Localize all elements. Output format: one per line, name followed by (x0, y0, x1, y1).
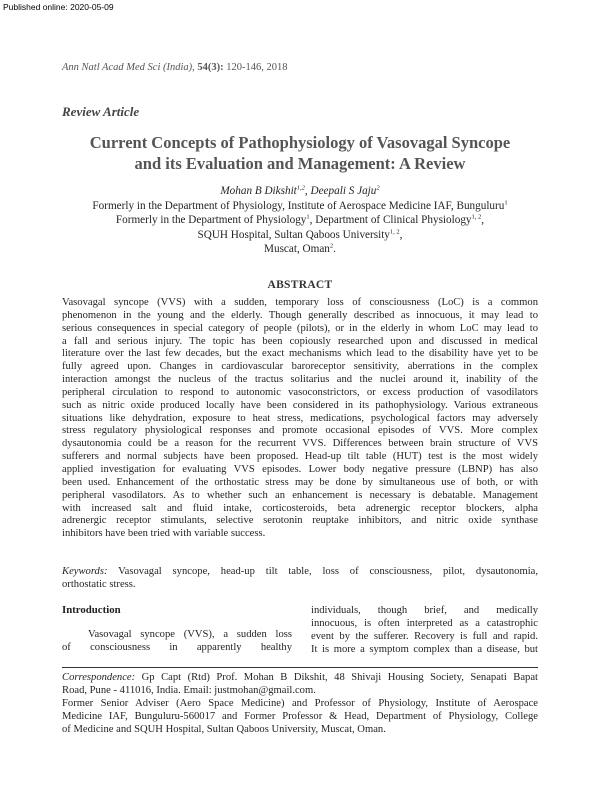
affiliation-line (40, 199, 560, 214)
abstract-line: stress regulatory physiological responses and promote occasional episodes of VVS. More complex (62, 425, 538, 437)
abstract-body (62, 297, 538, 541)
abstract-line: a fall and serious injury. The topic has been copiously researched upon and discussed in medical (62, 335, 538, 347)
intro-right-column (311, 604, 538, 656)
affiliation-marker: 1, 2 (471, 213, 482, 221)
footnote-line: of Medicine and SQUH Hospital, Sultan Qaboos University, Muscat, Oman. (62, 724, 386, 735)
abstract-line: fully agreed upon. Changes in cardiovascular baroreceptor sensitivity, aberrations in the complex (62, 361, 538, 373)
footnote-line: Former Senior Adviser (Aero Space Medicine) and Professor of Physiology, Institute of Aerospace (62, 698, 538, 709)
affiliation-line (40, 228, 560, 243)
keywords-line (62, 566, 538, 579)
abstract-line: applied investigation for evaluating VVS episodes. Lower body negative pressure (LBNP) has also (62, 463, 538, 475)
affiliation-marker: 2 (376, 184, 380, 192)
author-name: Deepali S Jaju (310, 185, 377, 197)
affiliation-line (40, 213, 560, 228)
affiliation-text: . (333, 243, 336, 255)
abstract-line: adrenergic receptor stimulants, selective serotonin reuptake inhibitors, and nitric oxide synthase (62, 515, 538, 527)
body-line: innocuous, is often interpreted as a catastrophic (311, 618, 538, 629)
affiliation-line (40, 242, 560, 257)
abstract-line: inhibitors have been tried with variable success. (62, 528, 266, 540)
abstract-heading: ABSTRACT (267, 279, 333, 291)
author-separator: , (304, 185, 311, 197)
title-line: and its Evaluation and Management: A Review (134, 154, 466, 173)
affiliation-marker: 1 (504, 198, 508, 206)
abstract-line: sufferers and normal subjects have been proposed. Head-up tilt table (HUT) test is the most widely (62, 451, 538, 463)
journal-name: Ann Natl Acad Med Sci (India), (62, 62, 195, 73)
affiliation-marker: 1,2 (296, 184, 305, 192)
abstract-line: such as nitric oxide produced locally have been considered in its pathophysiology. Various extraneous (62, 399, 538, 411)
affiliation-text: , Department of Clinical Physiology (309, 214, 472, 226)
affiliation-marker: 1 (306, 213, 310, 221)
author-name: Mohan B Dikshit (220, 185, 297, 197)
affiliation-text: SQUH Hospital, Sultan Qaboos University (197, 228, 390, 241)
body-line: Vasovagal syncope (VVS), a sudden loss (88, 629, 292, 640)
abstract-line: serious consequences in special category of people (pilots), or in the elderly in whom LoC may lead to (62, 322, 538, 334)
body-line: event by the sufferer. Recovery is full and rapid. (311, 631, 538, 642)
correspondence-footnote (62, 671, 538, 736)
keywords-text: Vasovagal syncope, head-up tilt table, loss of consciousness, pilot, dysautonomia, (107, 566, 538, 577)
keywords-line: orthostatic stress. (62, 578, 136, 590)
title-line: Current Concepts of Pathophysiology of Vasovagal Syncope (89, 133, 511, 152)
section-heading: Introduction (62, 604, 121, 616)
footnote-text: Gp Capt (Rtd) Prof. Mohan B Dikshit, 48 Shivaji Housing Society, Senapati Bapat (135, 672, 538, 683)
footnote-line: Medicine IAF, Bunguluru-560017 and Former Professor & Head, Department of Physiology, College (62, 711, 538, 722)
footnote-divider (62, 667, 538, 668)
body-line: of consciousness in apparently healthy (62, 642, 292, 653)
keywords-block (62, 566, 538, 592)
abstract-line: peripheral vasodilators. As to whether such an enhancement is necessary is debatable. Management (62, 489, 538, 501)
abstract-line: situations like dehydration, exposure to heat stress, medications, psychological factors may adversely (62, 412, 538, 424)
body-line: individuals, though brief, and medically (311, 605, 538, 616)
affiliation-marker: 1, 2 (389, 227, 400, 235)
article-title (50, 132, 550, 174)
affiliation-text: , (481, 214, 485, 226)
intro-left-column (62, 604, 292, 654)
author-block (40, 184, 560, 257)
affiliation-marker: 2 (329, 242, 334, 250)
abstract-line: with increased salt and fluid intake, corticosteroids, beta adrenergic receptor blockers, alpha (62, 502, 538, 514)
abstract-line: peripheral circulation to respond to autonomic vasoconstrictors, or excess production of vasodilators (62, 386, 538, 398)
affiliation-text: Formerly in the Department of Physiology (115, 214, 307, 226)
keywords-label: Keywords: (62, 566, 108, 577)
published-online-stamp: Published online: 2020-05-09 (3, 2, 114, 12)
correspondence-label: Correspondence: (62, 672, 136, 683)
footnote-line: Road, Pune - 411016, India. Email: justmohan@gmail.com. (62, 685, 316, 696)
body-line: It is more a symptom complex than a disease, but (311, 644, 538, 655)
journal-pages: 120-146, 2018 (226, 62, 288, 73)
article-type: Review Article (62, 104, 140, 119)
abstract-line: Vasovagal syncope (VVS) with a sudden, temporary loss of consciousness (LoC) is a common (62, 297, 538, 308)
journal-volume: 54(3): (197, 62, 224, 73)
affiliation-text: Formerly in the Department of Physiology, Institute of Aerospace Medicine IAF, Bunguluru (92, 199, 505, 212)
author-names (40, 184, 560, 199)
journal-citation (62, 62, 288, 73)
footnote-line (62, 671, 538, 684)
affiliation-text: , (399, 228, 403, 241)
abstract-line: interaction amongst the nucleus of the tractus solitarius and the nuclei around it, inability of the (62, 374, 538, 386)
abstract-line: literature over the last few decades, but the exact mechanisms which lead to the disability have yet to be (62, 348, 538, 360)
abstract-line: been used. Enhancement of the orthostatic stress may be done by simultaneous use of both, or with (62, 476, 538, 488)
affiliation-text: Muscat, Oman (264, 243, 330, 255)
abstract-line: phenomenon in the young and the elderly. Though generally described as innocuous, it may lead to (62, 309, 538, 321)
abstract-line: dysautonomia could be a reason for the recurrent VVS. Differences between brain structure of VVS (62, 438, 538, 450)
